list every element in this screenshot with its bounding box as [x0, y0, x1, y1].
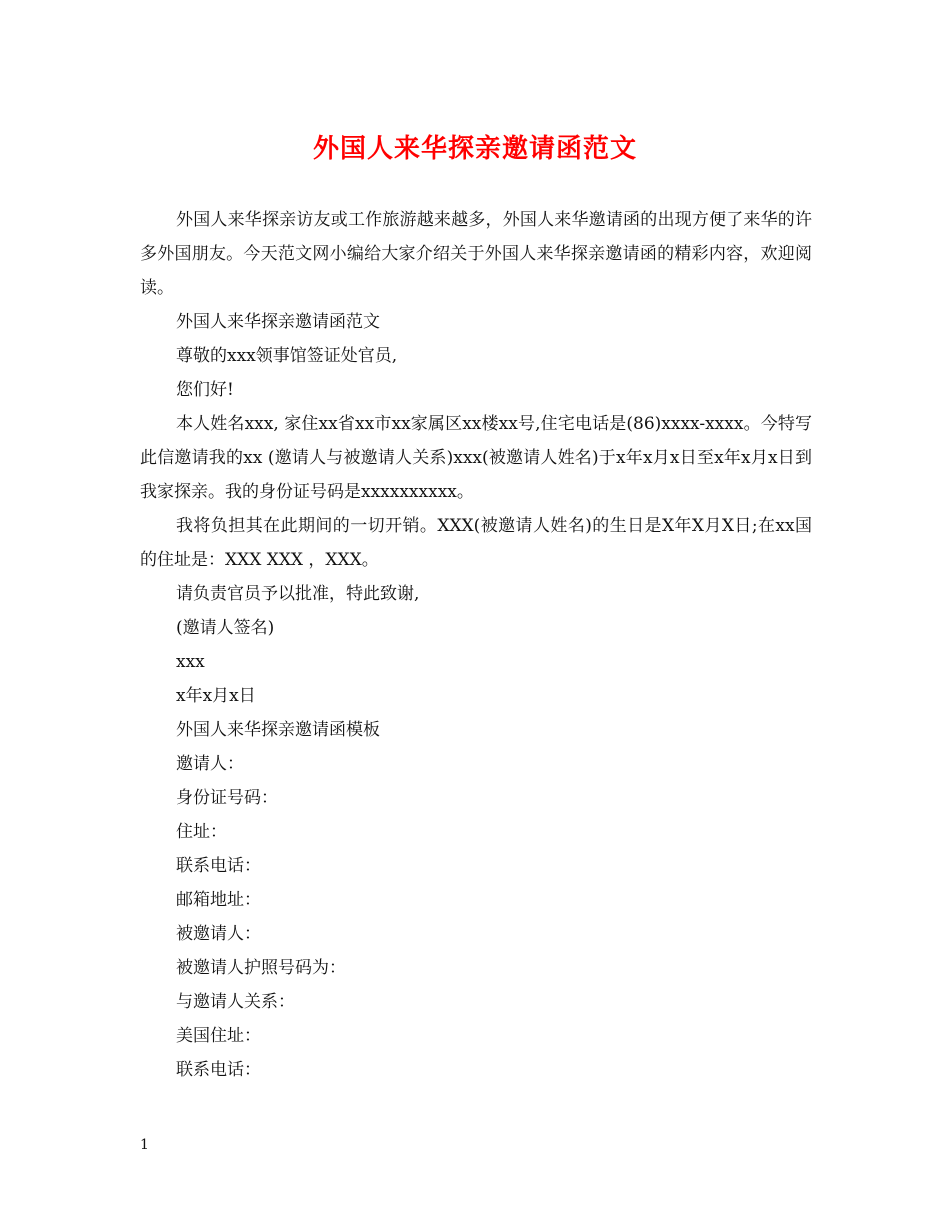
paragraph-greeting: 您们好!	[176, 380, 234, 400]
form-field-invitee: 被邀请人：	[176, 924, 261, 944]
paragraph-signature-label: (邀请人签名)	[176, 618, 275, 638]
form-field-passport-number: 被邀请人护照号码为：	[176, 958, 346, 978]
paragraph-date: x年x月x日	[176, 686, 256, 706]
paragraph-template-heading: 外国人来华探亲邀请函模板	[176, 720, 380, 740]
document-body	[140, 203, 812, 1087]
paragraph-signature-name: xxx	[176, 652, 205, 672]
form-field-id-number: 身份证号码：	[176, 788, 278, 808]
form-field-address: 住址：	[176, 822, 227, 842]
form-field-us-address: 美国住址：	[176, 1026, 261, 1046]
paragraph-closing: 请负责官员予以批准，特此致谢,	[176, 584, 420, 604]
paragraph-body-1: 本人姓名xxx, 家住xx省xx市xx家属区xx楼xx号,住宅电话是(86)xxxx-xxxx。今特写此信邀请我的xx (邀请人与被邀请人关系)xxx(被邀请人姓名)于x年x月x日至x年x月x日到我家探亲。我的身份证号码是xxxxxxxxxx。	[140, 414, 812, 502]
form-field-inviter: 邀请人：	[176, 754, 244, 774]
form-field-phone-2: 联系电话：	[176, 1060, 261, 1080]
form-field-relationship: 与邀请人关系：	[176, 992, 295, 1012]
page-number: 1	[140, 1137, 149, 1153]
paragraph-section-heading: 外国人来华探亲邀请函范文	[176, 312, 380, 332]
form-field-phone: 联系电话：	[176, 856, 261, 876]
form-field-email: 邮箱地址：	[176, 890, 261, 910]
paragraph-body-2: 我将负担其在此期间的一切开销。XXX(被邀请人姓名)的生日是X年X月X日;在xx国的住址是：XXX XXX ，XXX。	[140, 516, 812, 570]
paragraph-salutation: 尊敬的xxx领事馆签证处官员,	[176, 346, 398, 366]
document-title: 外国人来华探亲邀请函范文	[312, 134, 637, 164]
paragraph-intro: 外国人来华探亲访友或工作旅游越来越多，外国人来华邀请函的出现方便了来华的许多外国朋友。今天范文网小编给大家介绍关于外国人来华探亲邀请函的精彩内容，欢迎阅读。	[140, 210, 812, 298]
